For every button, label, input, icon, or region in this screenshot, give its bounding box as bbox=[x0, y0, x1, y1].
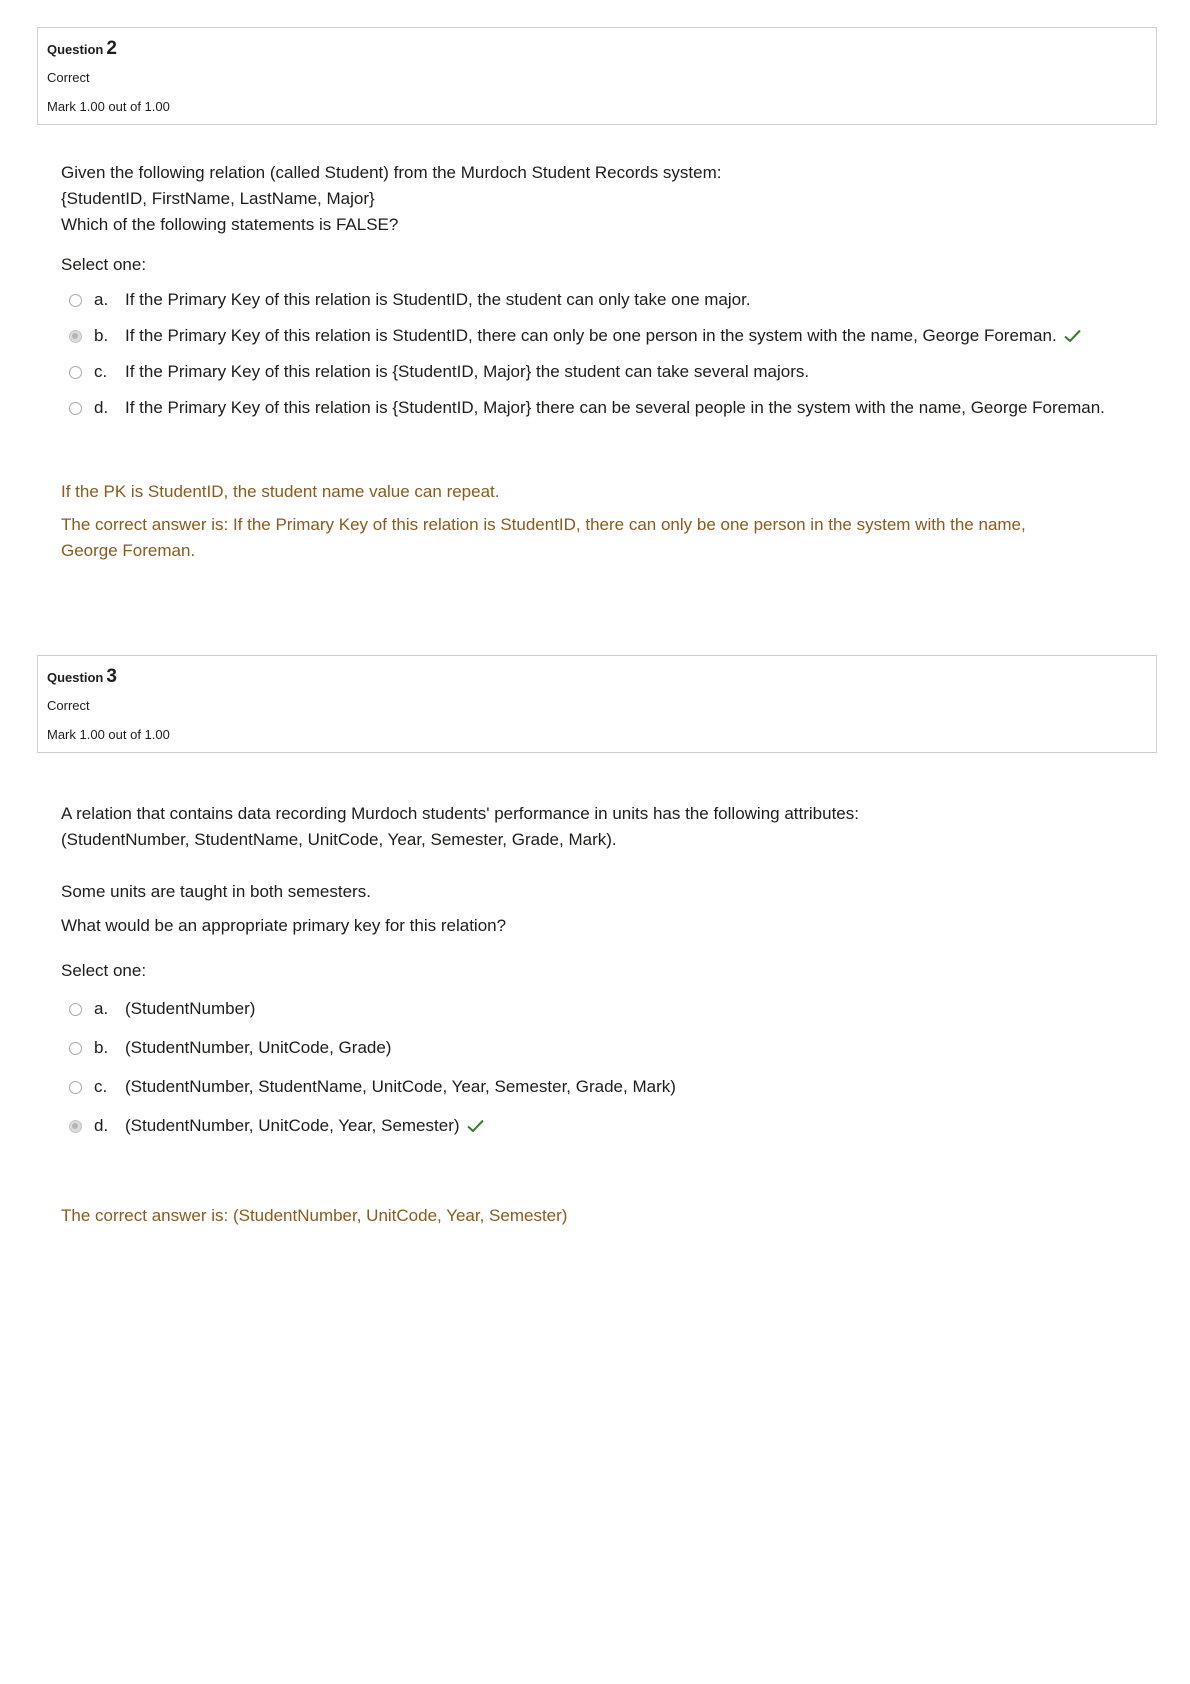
check-icon bbox=[467, 1119, 484, 1133]
question-text bbox=[61, 160, 1121, 238]
answer-option[interactable] bbox=[69, 998, 255, 1020]
question-label: Question bbox=[47, 670, 104, 685]
question-text-line: Some units are taught in both semesters. bbox=[61, 882, 371, 901]
right-answer: The correct answer is: (StudentNumber, UnitCode, Year, Semester) bbox=[61, 1206, 568, 1225]
answer-option[interactable] bbox=[69, 1115, 484, 1137]
option-letter: b. bbox=[94, 1038, 109, 1057]
question-number-value: 3 bbox=[106, 666, 117, 687]
question-text-line: (StudentNumber, StudentName, UnitCode, Year, Semester, Grade, Mark). bbox=[61, 830, 617, 849]
specific-feedback: If the PK is StudentID, the student name value can repeat. bbox=[61, 482, 500, 501]
select-prompt: Select one: bbox=[61, 961, 147, 980]
select-prompt: Select one: bbox=[61, 255, 147, 274]
radio-button[interactable] bbox=[69, 294, 82, 307]
option-text: If the Primary Key of this relation is {StudentID, Major} there can be several people in the system with the name, George Foreman. bbox=[125, 398, 1105, 417]
answer-option[interactable] bbox=[69, 361, 809, 383]
question-text bbox=[61, 801, 1121, 853]
option-letter: c. bbox=[94, 1077, 108, 1096]
answer-option[interactable] bbox=[69, 1076, 676, 1098]
option-text: (StudentNumber) bbox=[125, 999, 256, 1018]
option-text: (StudentNumber, StudentName, UnitCode, Year, Semester, Grade, Mark) bbox=[125, 1077, 676, 1096]
option-letter: d. bbox=[94, 398, 109, 417]
question-text-line: Which of the following statements is FALSE? bbox=[61, 215, 399, 234]
question-grade: Mark 1.00 out of 1.00 bbox=[47, 99, 170, 114]
answer-option[interactable] bbox=[69, 1037, 391, 1059]
right-answer: The correct answer is: If the Primary Key of this relation is StudentID, there can only be one person in the system with the name, George Foreman. bbox=[61, 515, 1026, 560]
question-text-line: What would be an appropriate primary key for this relation? bbox=[61, 916, 507, 935]
question-state: Correct bbox=[47, 70, 90, 85]
radio-button[interactable] bbox=[69, 1042, 82, 1055]
question-number bbox=[47, 666, 117, 688]
radio-button[interactable] bbox=[69, 1081, 82, 1094]
question-text-line: {StudentID, FirstName, LastName, Major} bbox=[61, 189, 375, 208]
radio-button[interactable] bbox=[69, 1003, 82, 1016]
question-grade: Mark 1.00 out of 1.00 bbox=[47, 727, 170, 742]
option-letter: d. bbox=[94, 1116, 109, 1135]
question-label: Question bbox=[47, 42, 104, 57]
option-text: If the Primary Key of this relation is StudentID, the student can only take one major. bbox=[125, 290, 751, 309]
question-text-line: A relation that contains data recording Murdoch students' performance in units has the following attributes: bbox=[61, 804, 859, 823]
answer-option[interactable] bbox=[69, 397, 1105, 419]
radio-button-selected[interactable] bbox=[69, 330, 82, 343]
option-letter: a. bbox=[94, 290, 109, 309]
question-text-line: Given the following relation (called Student) from the Murdoch Student Records system: bbox=[61, 163, 722, 182]
radio-button[interactable] bbox=[69, 366, 82, 379]
question-state: Correct bbox=[47, 698, 90, 713]
answer-option[interactable] bbox=[69, 325, 1081, 347]
option-text: If the Primary Key of this relation is {StudentID, Major} the student can take several majors. bbox=[125, 362, 810, 381]
radio-button-selected[interactable] bbox=[69, 1120, 82, 1133]
question-info-box bbox=[37, 655, 1157, 753]
option-text: (StudentNumber, UnitCode, Year, Semester) bbox=[125, 1116, 460, 1135]
radio-button[interactable] bbox=[69, 402, 82, 415]
option-letter: b. bbox=[94, 326, 109, 345]
check-icon bbox=[1064, 329, 1081, 343]
option-letter: a. bbox=[94, 999, 109, 1018]
question-number-value: 2 bbox=[106, 38, 117, 59]
question-text bbox=[61, 913, 1121, 939]
question-info-box bbox=[37, 27, 1157, 125]
option-text: (StudentNumber, UnitCode, Grade) bbox=[125, 1038, 392, 1057]
question-text bbox=[61, 879, 1121, 905]
answer-option[interactable] bbox=[69, 289, 751, 311]
option-text: If the Primary Key of this relation is StudentID, there can only be one person in the system with the name, George Foreman. bbox=[125, 326, 1057, 345]
question-number bbox=[47, 38, 117, 60]
option-letter: c. bbox=[94, 362, 108, 381]
